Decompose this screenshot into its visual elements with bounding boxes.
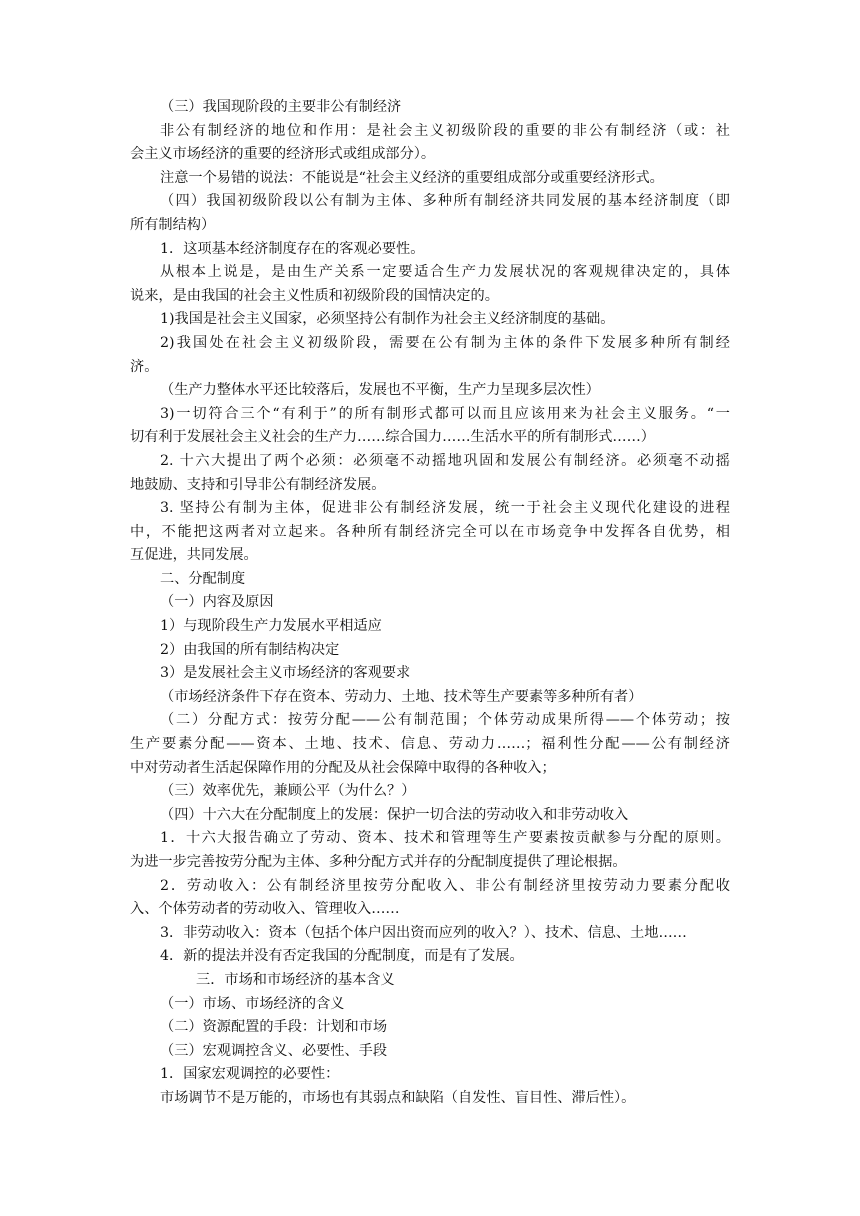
subheading: （一）市场、市场经济的含义 bbox=[160, 995, 345, 1012]
paragraph-line: 说来，是由我国的社会主义性质和初级阶段的国情决定的。 bbox=[130, 287, 499, 304]
list-item: 3)一切符合三个“有利于”的所有制形式都可以而且应该用来为社会主义服务。“一 bbox=[160, 405, 730, 422]
list-item: 4．新的提法并没有否定我国的分配制度，而是有了发展。 bbox=[160, 948, 524, 965]
subheading: （四）我国初级阶段以公有制为主体、多种所有制经济共同发展的基本经济制度（即 bbox=[160, 193, 730, 210]
list-item: 1．十六大报告确立了劳动、资本、技术和管理等生产要素按贡献参与分配的原则。 bbox=[160, 830, 730, 847]
list-item: 1)我国是社会主义国家，必须坚持公有制作为社会主义经济制度的基础。 bbox=[160, 311, 615, 328]
paragraph-line: 地鼓励、支持和引导非公有制经济发展。 bbox=[130, 476, 386, 493]
paragraph-line: 从根本上说是，是由生产关系一定要适合生产力发展状况的客观规律决定的，具体 bbox=[160, 264, 730, 281]
paragraph-line: 为进一步完善按劳分配为主体、多种分配方式并存的分配制度提供了理论根据。 bbox=[130, 854, 627, 870]
paragraph-line: 中，不能把这两者对立起来。各种所有制经济完全可以在市场竞争中发挥各自优势，相 bbox=[130, 523, 730, 540]
paragraph-line: 济。 bbox=[130, 358, 159, 375]
subheading: （二）资源配置的手段：计划和市场 bbox=[160, 1019, 388, 1036]
subheading: （三）宏观调控含义、必要性、手段 bbox=[160, 1042, 388, 1059]
list-item: 2)我国处在社会主义初级阶段，需要在公有制为主体的条件下发展多种所有制经 bbox=[160, 334, 730, 351]
list-item: 1）与现阶段生产力发展水平相适应 bbox=[160, 618, 382, 635]
subheading: （一）内容及原因 bbox=[160, 594, 274, 611]
subheading: （二）分配方式：按劳分配——公有制范围；个体劳动成果所得——个体劳动；按 bbox=[160, 712, 730, 729]
list-item: 3．非劳动收入：资本（包括个体户因出资而应列的收入？）、技术、信息、土地…… bbox=[160, 924, 687, 941]
paragraph-line: 中对劳动者生活起保障作用的分配及从社会保障中取得的各种收入； bbox=[130, 759, 556, 776]
paragraph-line: 入、个体劳动者的劳动收入、管理收入…… bbox=[130, 901, 400, 918]
list-item: 3）是发展社会主义市场经济的客观要求 bbox=[160, 665, 411, 682]
section-heading: 三．市场和市场经济的基本含义 bbox=[196, 971, 395, 988]
list-item: 1．国家宏观调控的必要性： bbox=[160, 1066, 340, 1083]
paragraph-line: 市场调节不是万能的，市场也有其弱点和缺陷（自发性、盲目性、滞后性）。 bbox=[160, 1089, 636, 1106]
paragraph-line: 会主义市场经济的重要的经济形式或组成部分）。 bbox=[130, 146, 436, 163]
paragraph-line: 切有利于发展社会主义社会的生产力……综合国力……生活水平的所有制形式……） bbox=[130, 429, 655, 446]
subheading: （三）效率优先，兼顾公平（为什么？） bbox=[160, 783, 416, 800]
paragraph-line: 互促进，共同发展。 bbox=[130, 547, 258, 564]
subheading: （三）我国现阶段的主要非公有制经济 bbox=[160, 99, 402, 115]
document-body bbox=[130, 96, 730, 1111]
paragraph-line: （市场经济条件下存在资本、劳动力、土地、技术等生产要素等多种所有者） bbox=[160, 688, 643, 705]
subheading: 所有制结构） bbox=[130, 216, 216, 233]
paragraph-line: （生产力整体水平还比较落后，发展也不平衡，生产力呈现多层次性） bbox=[160, 382, 600, 399]
paragraph-line: 生产要素分配——资本、土地、技术、信息、劳动力……；福利性分配——公有制经济 bbox=[130, 736, 730, 753]
subheading: （四）十六大在分配制度上的发展：保护一切合法的劳动收入和非劳动收入 bbox=[160, 806, 629, 823]
list-item: 1．这项基本经济制度存在的客观必要性。 bbox=[160, 240, 425, 257]
paragraph-line: 注意一个易错的说法：不能说是“社会主义经济的重要组成部分或重要经济形式。 bbox=[160, 169, 664, 186]
list-item: 2. 十六大提出了两个必须：必须毫不动摇地巩固和发展公有制经济。必须毫不动摇 bbox=[160, 452, 730, 469]
paragraph-line: 非公有制经济的地位和作用：是社会主义初级阶段的重要的非公有制经济（或：社 bbox=[160, 122, 730, 139]
section-heading: 二、分配制度 bbox=[160, 570, 246, 587]
list-item: 2．劳动收入：公有制经济里按劳分配收入、非公有制经济里按劳动力要素分配收 bbox=[160, 877, 730, 894]
list-item: 2）由我国的所有制结构决定 bbox=[160, 641, 340, 658]
list-item: 3. 坚持公有制为主体，促进非公有制经济发展，统一于社会主义现代化建设的进程 bbox=[160, 500, 730, 517]
